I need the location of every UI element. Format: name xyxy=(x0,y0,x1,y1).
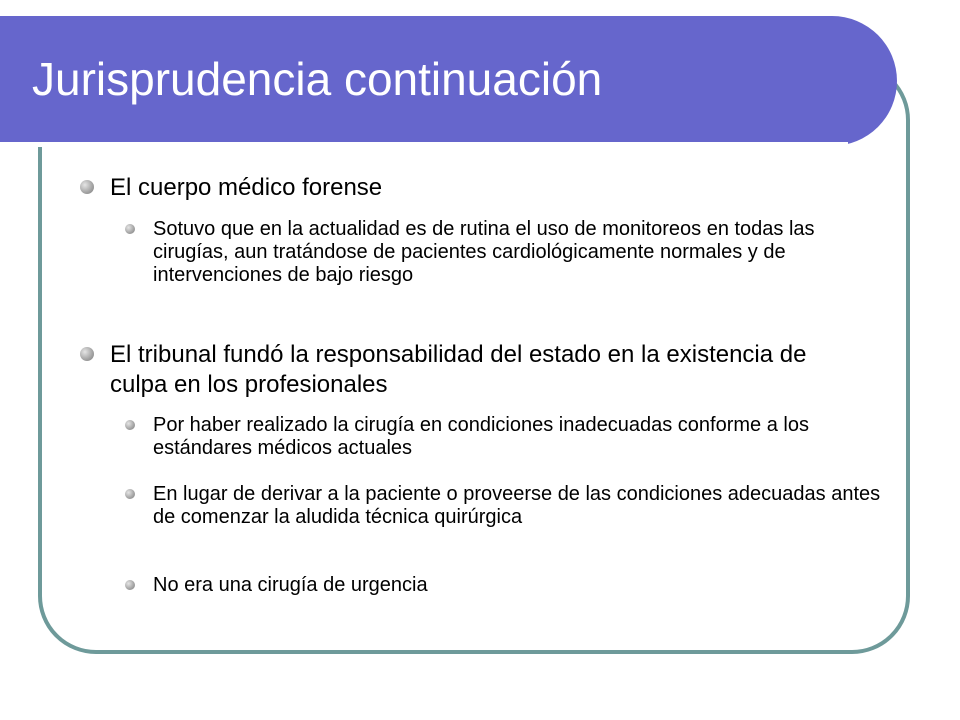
sub-bullet-2-1-text: Por haber realizado la cirugía en condiciones inadecuadas conforme a los estándares médicos actuales xyxy=(153,414,809,459)
bullet-item-1-text: El cuerpo médico forense xyxy=(110,174,383,201)
bullet-dot-icon xyxy=(80,180,94,194)
sub-bullet-dot-icon xyxy=(125,224,135,234)
sub-bullet-1-1 xyxy=(153,218,893,287)
sub-bullet-2-3 xyxy=(153,574,893,597)
sub-bullet-2-2 xyxy=(153,483,893,529)
bullet-dot-icon xyxy=(80,347,94,361)
bullet-item-1 xyxy=(110,173,870,203)
sub-bullet-dot-icon xyxy=(125,420,135,430)
bullet-item-2-text: El tribunal fundó la responsabilidad del estado en la existencia de culpa en los profesionales xyxy=(110,341,807,398)
slide-title: Jurisprudencia continuación xyxy=(32,53,603,105)
sub-bullet-1-1-text: Sotuvo que en la actualidad es de rutina el uso de monitoreos en todas las cirugías, aun tratándose de pacientes cardiológicamente normales y de intervenciones de bajo riesgo xyxy=(153,218,815,286)
sub-bullet-dot-icon xyxy=(125,580,135,590)
sub-bullet-2-3-text: No era una cirugía de urgencia xyxy=(153,574,428,596)
bullet-item-2 xyxy=(110,340,870,400)
sub-bullet-dot-icon xyxy=(125,489,135,499)
sub-bullet-2-1 xyxy=(153,414,893,460)
sub-bullet-2-2-text: En lugar de derivar a la paciente o proveerse de las condiciones adecuadas antes de comenzar la aludida técnica quirúrgica xyxy=(153,483,881,528)
